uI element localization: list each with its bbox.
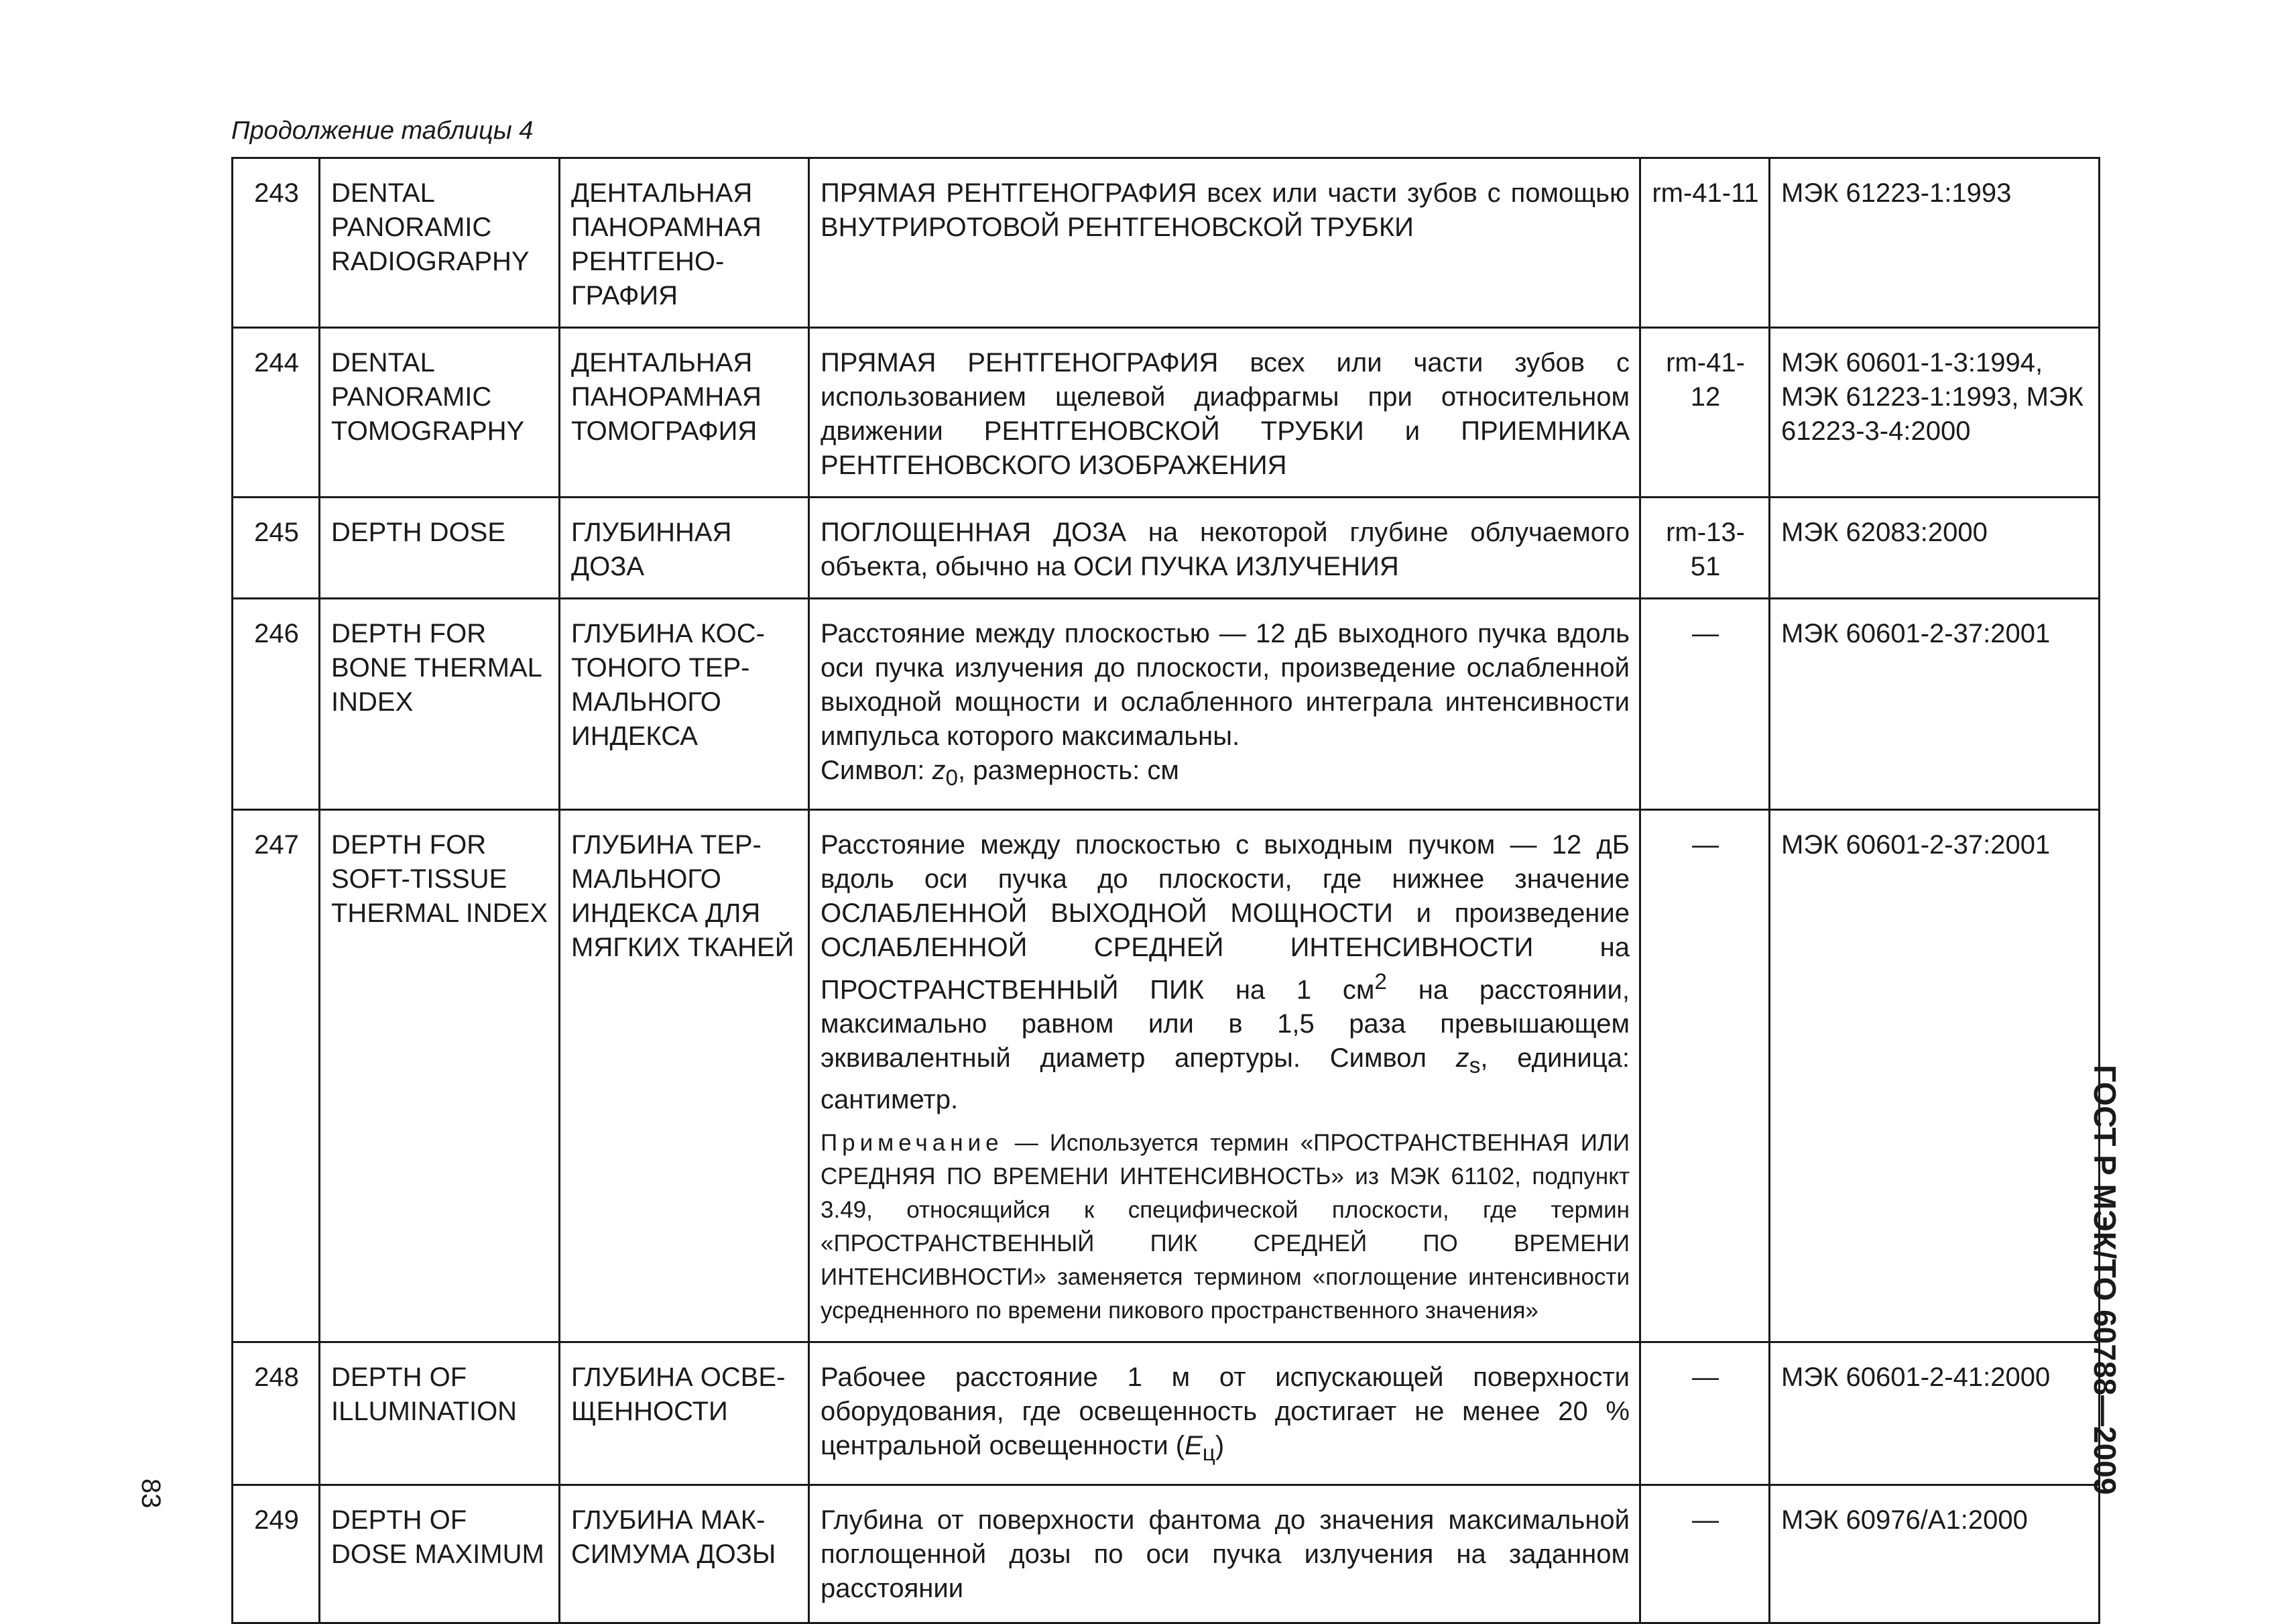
term-number: 243 (233, 158, 320, 328)
table-row (233, 599, 2100, 810)
unit-superscript: 2 (1374, 970, 1387, 994)
term-english: DEPTH OF ILLUMINATION (320, 1342, 560, 1485)
note-text: — Используется термин «ПРОСТРАНСТВЕННАЯ ИЛИ СРЕДНЯЯ ПО ВРЕМЕНИ ИНТЕНСИВНОСТЬ» из МЭК 61102, подпункт 3.49, относящийся к специфической плоскости, где термин «ПРОСТРАНСТВЕННЫЙ ПИК СРЕДНЕЙ ПО ВРЕМЕНИ ИНТЕНСИВНОСТИ» заменяется термином «поглощение интенсивности усредненного по времени пикового пространственного значения» (821, 1130, 1630, 1324)
term-reference: МЭК 61223-1:1993 (1770, 158, 2100, 328)
table-caption: Продолжение таблицы 4 (231, 117, 534, 145)
symbol-unit: , размерность: см (958, 756, 1179, 785)
symbol-label: Символ: (821, 756, 932, 785)
term-definition: ПОГЛОЩЕННАЯ ДОЗА на некоторой глубине облучаемого объекта, обычно на ОСИ ПУЧКА ИЗЛУЧЕНИЯ (809, 498, 1640, 599)
term-definition: ПРЯМАЯ РЕНТГЕНОГРАФИЯ всех или части зубов с использованием щелевой диафрагмы при относительном движении РЕНТГЕНОВСКОЙ ТРУБКИ и ПРИЕМНИКА РЕНТГЕНОВСКОГО ИЗОБРАЖЕНИЯ (809, 328, 1640, 498)
document-title: ГОСТ Р МЭК/ТО 60788—2009 (2088, 1065, 2122, 1495)
term-english: DEPTH OF DOSE MAXIMUM (320, 1485, 560, 1623)
term-reference: МЭК 60976/А1:2000 (1770, 1485, 2100, 1623)
symbol-variable: z (932, 756, 946, 785)
symbol-variable: E (1185, 1431, 1203, 1461)
terms-table (231, 157, 2100, 1624)
term-code: — (1640, 810, 1770, 1342)
term-english: DENTAL PANORAMIC TOMOGRAPHY (320, 328, 560, 498)
definition-text: Расстояние между плоскостью с выходным пучком — 12 дБ вдоль оси пучка до плоскости, где нижнее значение ОСЛАБЛЕННОЙ ВЫХОДНОЙ МОЩНОСТИ и произведение ОСЛАБЛЕННОЙ СРЕДНЕЙ ИНТЕНСИВНОСТИ на ПРОСТРАНСТВЕННЫЙ ПИК на 1 см (821, 830, 1630, 1005)
table-row (233, 810, 2100, 1342)
definition-text-end: , единица: сантиметр. (821, 1043, 1630, 1115)
term-reference: МЭК 62083:2000 (1770, 498, 2100, 599)
term-russian: ГЛУБИНА ОСВЕ-ЩЕННОСТИ (560, 1342, 809, 1485)
term-russian: ДЕНТАЛЬНАЯ ПАНОРАМНАЯ ТОМОГРАФИЯ (560, 328, 809, 498)
term-english: DEPTH FOR BONE THERMAL INDEX (320, 599, 560, 810)
term-number: 246 (233, 599, 320, 810)
page-number: 83 (136, 1478, 166, 1509)
term-code: rm-41-12 (1640, 328, 1770, 498)
table-row (233, 1485, 2100, 1623)
term-code: — (1640, 599, 1770, 810)
term-russian: ГЛУБИНА МАК-СИМУМА ДОЗЫ (560, 1485, 809, 1623)
symbol-subscript: s (1469, 1053, 1481, 1079)
term-reference: МЭК 60601-2-41:2000 (1770, 1342, 2100, 1485)
term-definition (809, 1342, 1640, 1485)
table-row (233, 158, 2100, 328)
definition-body (821, 828, 1630, 1117)
term-english: DEPTH FOR SOFT-TISSUE THERMAL INDEX (320, 810, 560, 1342)
table-row (233, 498, 2100, 599)
term-russian: ДЕНТАЛЬНАЯ ПАНОРАМНАЯ РЕНТГЕНО-ГРАФИЯ (560, 158, 809, 328)
term-english: DEPTH DOSE (320, 498, 560, 599)
definition-text: Расстояние между плоскостью — 12 дБ выходного пучка вдоль оси пучка излучения до плоскости, произведение ослабленной выходной мощности и ослабленного интеграла интенсивности импульса которого максимальны. (821, 619, 1630, 751)
term-number: 249 (233, 1485, 320, 1623)
definition-text-cont: на расстоянии, максимально равном или в 1,5 раза превышающем эквивалентный диаметр апертуры. Символ (821, 975, 1630, 1074)
table-row (233, 1342, 2100, 1485)
term-definition: Глубина от поверхности фантома до значения максимальной поглощенной дозы по оси пучка излучения на заданном расстоянии (809, 1485, 1640, 1623)
term-definition (809, 599, 1640, 810)
term-code: rm-13-51 (1640, 498, 1770, 599)
term-definition (809, 810, 1640, 1342)
symbol-subscript: 0 (945, 766, 959, 791)
term-code: — (1640, 1485, 1770, 1623)
term-number: 244 (233, 328, 320, 498)
definition-text-end: ) (1215, 1431, 1225, 1461)
term-reference: МЭК 60601-1-3:1994, МЭК 61223-1:1993, МЭК 61223-3-4:2000 (1770, 328, 2100, 498)
term-code: — (1640, 1342, 1770, 1485)
table-row (233, 328, 2100, 498)
term-russian: ГЛУБИННАЯ ДОЗА (560, 498, 809, 599)
term-code: rm-41-11 (1640, 158, 1770, 328)
term-reference: МЭК 60601-2-37:2001 (1770, 599, 2100, 810)
term-russian: ГЛУБИНА КОС-ТОНОГО ТЕР-МАЛЬНОГО ИНДЕКСА (560, 599, 809, 810)
definition-text: Рабочее расстояние 1 м от испускающей поверхности оборудования, где освещенность достигает не менее 20 % центральной освещенности ( (821, 1362, 1630, 1461)
note-label: Примечание (821, 1130, 1004, 1157)
term-russian: ГЛУБИНА ТЕР-МАЛЬНОГО ИНДЕКСА ДЛЯ МЯГКИХ ТКАНЕЙ (560, 810, 809, 1342)
term-number: 247 (233, 810, 320, 1342)
term-number: 245 (233, 498, 320, 599)
term-number: 248 (233, 1342, 320, 1485)
term-definition: ПРЯМАЯ РЕНТГЕНОГРАФИЯ всех или части зубов с помощью ВНУТРИРОТОВОЙ РЕНТГЕНОВСКОЙ ТРУБКИ (809, 158, 1640, 328)
term-reference: МЭК 60601-2-37:2001 (1770, 810, 2100, 1342)
term-english: DENTAL PANORAMIC RADIOGRAPHY (320, 158, 560, 328)
definition-note (821, 1126, 1630, 1328)
symbol-variable: z (1455, 1043, 1469, 1074)
symbol-subscript: ц (1202, 1441, 1215, 1466)
